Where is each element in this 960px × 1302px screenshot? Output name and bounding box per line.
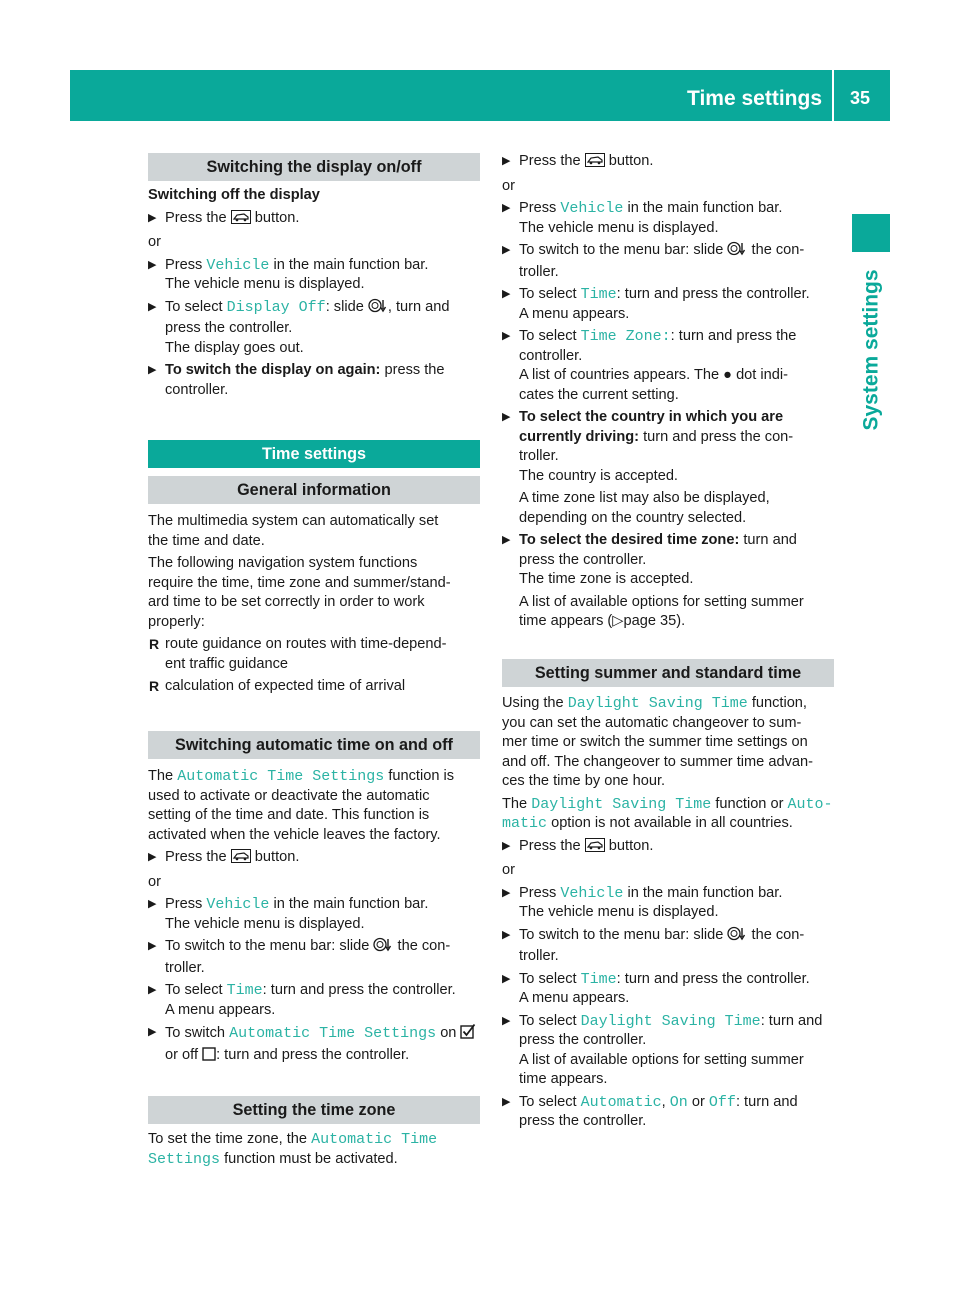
step-text: A list of countries appears. The [519,367,720,383]
step-text: press the controller. [519,1032,647,1048]
step-bold-text: To switch the display on again: [165,362,381,378]
step-text: The country is accepted. [519,467,678,484]
step-arrow-icon: ▶ [148,984,157,996]
step-text: : slide [325,298,364,315]
checkbox-checked-icon [460,1023,476,1046]
step-text: A list of available options for setting summer [519,1051,804,1068]
step-text: The time zone is accepted. [519,571,694,587]
step-text: button. [254,209,300,226]
step-arrow-icon: ▶ [148,300,157,313]
step-arrow-icon: ▶ [502,534,511,546]
list-item [148,677,480,697]
instruction-step [148,1023,480,1067]
section-heading: General information [148,476,480,504]
instruction-step [502,152,834,174]
step-text: troller. [165,959,205,976]
instruction-step [502,970,834,1009]
instruction-step [148,361,480,400]
car-button-icon [585,838,605,859]
instruction-step [502,926,834,967]
step-text: press the controller. [519,551,647,568]
step-text: To select [165,982,223,998]
section-body [148,512,480,697]
paragraph-text: function, [751,695,807,711]
step-arrow-icon: ▶ [148,1026,157,1038]
menu-term: Vehicle [206,256,270,274]
step-text: time appears. [519,1071,608,1087]
step-text: in the main function bar. [273,896,429,912]
step-text: press the controller. [165,320,293,336]
section-heading: Setting summer and standard time [502,659,834,687]
paragraph-line: activated when the vehicle leaves the factory. [148,826,441,843]
step-text: A menu appears. [165,1001,276,1018]
page-header-title: Time settings [687,87,822,110]
step-text: To select [519,1012,577,1029]
list-text: calculation of expected time of arrival [165,678,406,694]
section-heading: Switching the display on/off [148,153,480,181]
page-ref-icon: ▷ [612,613,624,629]
header-divider [832,70,834,121]
step-text: button. [254,849,300,865]
step-arrow-icon: ▶ [148,211,157,224]
step-text: A menu appears. [519,305,630,322]
chapter-side-label: System settings [859,269,883,431]
step-text: the con- [751,242,805,258]
paragraph-line: require the time, time zone and summer/stand- [148,574,451,591]
step-text: Press the [165,849,227,865]
paragraph-text: option is not available in all countries. [551,815,793,831]
instruction-step [148,937,480,978]
controller-slide-down-icon [727,241,747,263]
step-arrow-icon: ▶ [502,330,511,342]
step-text: troller. [519,948,559,964]
menu-term: Vehicle [206,896,270,913]
paragraph-line: and off. The changeover to summer time advan- [502,753,813,770]
step-text: , [661,1093,666,1110]
chapter-heading: Time settings [148,440,480,468]
step-arrow-icon: ▶ [502,928,511,941]
step-arrow-icon: ▶ [502,972,511,985]
step-text: The vehicle menu is displayed. [165,915,365,932]
step-arrow-icon: ▶ [502,839,511,852]
step-arrow-icon: ▶ [502,1095,511,1108]
step-text: : turn and press the controller. [616,970,810,987]
step-text: : turn and press the controller. [216,1046,410,1063]
menu-term: Vehicle [560,200,624,217]
menu-term: Display Off [226,298,326,316]
paragraph-text: Using the [502,695,564,711]
menu-term: Auto‑ [787,795,833,813]
instruction-step [502,531,834,632]
instruction-step [502,199,834,238]
paragraph-text: function must be activated. [224,1150,398,1167]
step-text: , turn and [387,298,450,315]
bullet-icon: R [149,636,160,652]
step-arrow-icon: ▶ [502,1014,511,1027]
menu-term: Off [708,1093,736,1111]
step-text: The display goes out. [165,339,304,356]
paragraph-line [502,795,834,815]
paragraph-line: The multimedia system can automatically set [148,513,439,529]
paragraph-text: function is [388,768,455,784]
checkbox-empty-icon [202,1047,216,1068]
menu-term: On [669,1093,688,1111]
paragraph-line: ces the time by one hour. [502,773,666,789]
list-item [148,635,480,674]
step-text: the con- [397,938,451,954]
instruction-step [502,837,834,859]
step-text: To select [519,970,577,987]
step-text: Press the [519,837,581,854]
instruction-step [148,209,480,231]
controller-slide-down-icon [727,926,747,948]
section-heading: Setting the time zone [148,1096,480,1124]
step-text: : turn and press the controller. [262,982,456,998]
step-text: To select [165,298,223,315]
or-text: or [502,862,515,878]
step-text: controller. [165,381,229,398]
page-reference-link[interactable]: page 35). [623,613,686,629]
step-text: troller. [519,263,559,280]
step-text: To switch [165,1025,226,1041]
car-button-icon [231,849,251,870]
step-text: The vehicle menu is displayed. [519,219,719,236]
instruction-step [148,895,480,934]
selected-dot-icon: ● [723,367,732,383]
instruction-step [148,256,480,295]
section-body [502,694,834,1132]
step-text: in the main function bar. [627,200,783,216]
paragraph-text: The [148,768,174,784]
paragraph-line: the time and date. [148,532,265,549]
step-text: Press [519,200,557,216]
paragraph-line: properly: [148,613,205,630]
step-text: button. [608,837,654,854]
instruction-step [502,1012,834,1090]
menu-term: Daylight Saving Time [580,1012,761,1030]
menu-term: Automatic Time Settings [229,1025,437,1042]
step-bold-text: To select the desired time zone: [519,532,740,548]
instruction-step [502,327,834,405]
menu-term: Daylight Saving Time [567,695,748,712]
instruction-step [502,408,834,528]
step-text: Press [165,256,203,273]
step-text: cates the current setting. [519,386,679,403]
paragraph-line: mer time or switch the summer time settings on [502,734,808,750]
step-arrow-icon: ▶ [502,411,511,423]
page-number: 35 [849,88,871,108]
chapter-tab-marker [852,214,890,252]
instruction-step [502,241,834,282]
step-arrow-icon: ▶ [148,851,157,863]
step-text: A time zone list may also be displayed, [519,490,770,506]
paragraph-line: used to activate or deactivate the automatic [148,787,430,804]
step-bold-text: To select the country in which you are [519,409,784,425]
list-text: ent traffic guidance [165,655,289,672]
step-text: Press [165,896,203,912]
paragraph-text: function or [715,795,784,812]
step-arrow-icon: ▶ [502,244,511,256]
paragraph-text: To set the time zone, the [148,1131,307,1147]
paragraph-line: setting of the time and date. This function is [148,807,430,823]
instruction-step [502,884,834,923]
paragraph-line: The following navigation system functions [148,555,418,571]
step-text: the con- [751,926,805,943]
step-text: or [691,1093,705,1110]
step-text: button. [608,153,654,169]
paragraph-line [148,767,480,787]
menu-term: Vehicle [560,884,624,902]
or-text: or [148,234,161,250]
menu-term: Settings [148,1150,221,1168]
step-text: or off [165,1046,198,1063]
step-text: Press the [165,209,227,226]
section-body [502,152,834,632]
car-button-icon [585,153,605,174]
step-text: The vehicle menu is displayed. [165,276,365,292]
step-arrow-icon: ▶ [502,155,511,167]
step-arrow-icon: ▶ [148,258,157,271]
paragraph-line [502,694,834,714]
step-text: troller. [519,448,559,464]
step-text: The vehicle menu is displayed. [519,904,719,920]
menu-term: Daylight Saving Time [531,795,712,813]
step-text: turn and press the con- [643,428,794,445]
menu-term: matic [502,815,548,832]
step-arrow-icon: ▶ [148,898,157,910]
step-arrow-icon: ▶ [502,202,511,214]
list-text: route guidance on routes with time-depend- [165,636,447,652]
menu-term: Automatic Time Settings [177,768,385,785]
section-body [148,186,480,400]
step-text: To switch to the menu bar: slide [519,242,724,258]
instruction-step [148,981,480,1020]
step-text: turn and [743,532,797,548]
paragraph-line: ard time to be set correctly in order to work [148,594,425,610]
step-text: on [440,1025,457,1041]
section-body [148,767,480,1067]
step-text: in the main function bar. [627,884,783,901]
subheading: Switching off the display [148,187,320,203]
step-text: To select [519,328,577,344]
instruction-step [502,285,834,324]
step-arrow-icon: ▶ [148,364,157,376]
menu-term: Time [226,982,263,999]
step-text: depending on the country selected. [519,509,747,526]
step-text: Press the [519,153,581,169]
or-text: or [148,873,161,890]
instruction-step [148,848,480,870]
step-bold-text: currently driving: [519,428,640,445]
paragraph-line [502,814,834,834]
controller-slide-down-icon [373,937,393,959]
paragraph-line [148,1150,480,1170]
step-text: Press [519,884,557,901]
step-text: To select [519,286,577,302]
step-text: A menu appears. [519,990,630,1006]
step-text: press the [384,362,445,378]
controller-slide-down-icon [368,298,388,320]
step-text: To switch to the menu bar: slide [519,926,724,943]
paragraph-line [148,1130,480,1150]
instruction-step [148,298,480,359]
step-text: : turn and press the controller. [616,286,810,302]
section-heading: Switching automatic time on and off [148,731,480,759]
menu-term: Time [580,286,617,303]
menu-term: Automatic [580,1093,662,1111]
step-text: A list of available options for setting summer [519,593,804,610]
menu-term: Time Zone: [580,328,671,345]
instruction-step [502,1093,834,1132]
menu-term: Time [580,970,617,988]
bullet-icon: R [149,678,160,694]
step-arrow-icon: ▶ [502,288,511,300]
or-text: or [502,177,515,194]
step-text: : turn and [760,1012,823,1029]
step-text: time appears ( [519,613,613,629]
step-text: press the controller. [519,1113,647,1129]
step-text: dot indi- [736,367,788,383]
paragraph-text: The [502,795,528,812]
step-text: To switch to the menu bar: slide [165,938,370,954]
section-body [148,1130,480,1169]
step-text: : turn and [735,1093,798,1110]
step-text: To select [519,1093,577,1110]
step-text: : turn and press the [670,328,797,344]
car-button-icon [231,210,251,231]
step-arrow-icon: ▶ [148,940,157,952]
paragraph-line: you can set the automatic changeover to sum- [502,714,802,731]
menu-term: Automatic Time [311,1131,438,1148]
step-arrow-icon: ▶ [502,886,511,899]
step-text: controller. [519,347,583,364]
step-text: in the main function bar. [273,256,429,273]
